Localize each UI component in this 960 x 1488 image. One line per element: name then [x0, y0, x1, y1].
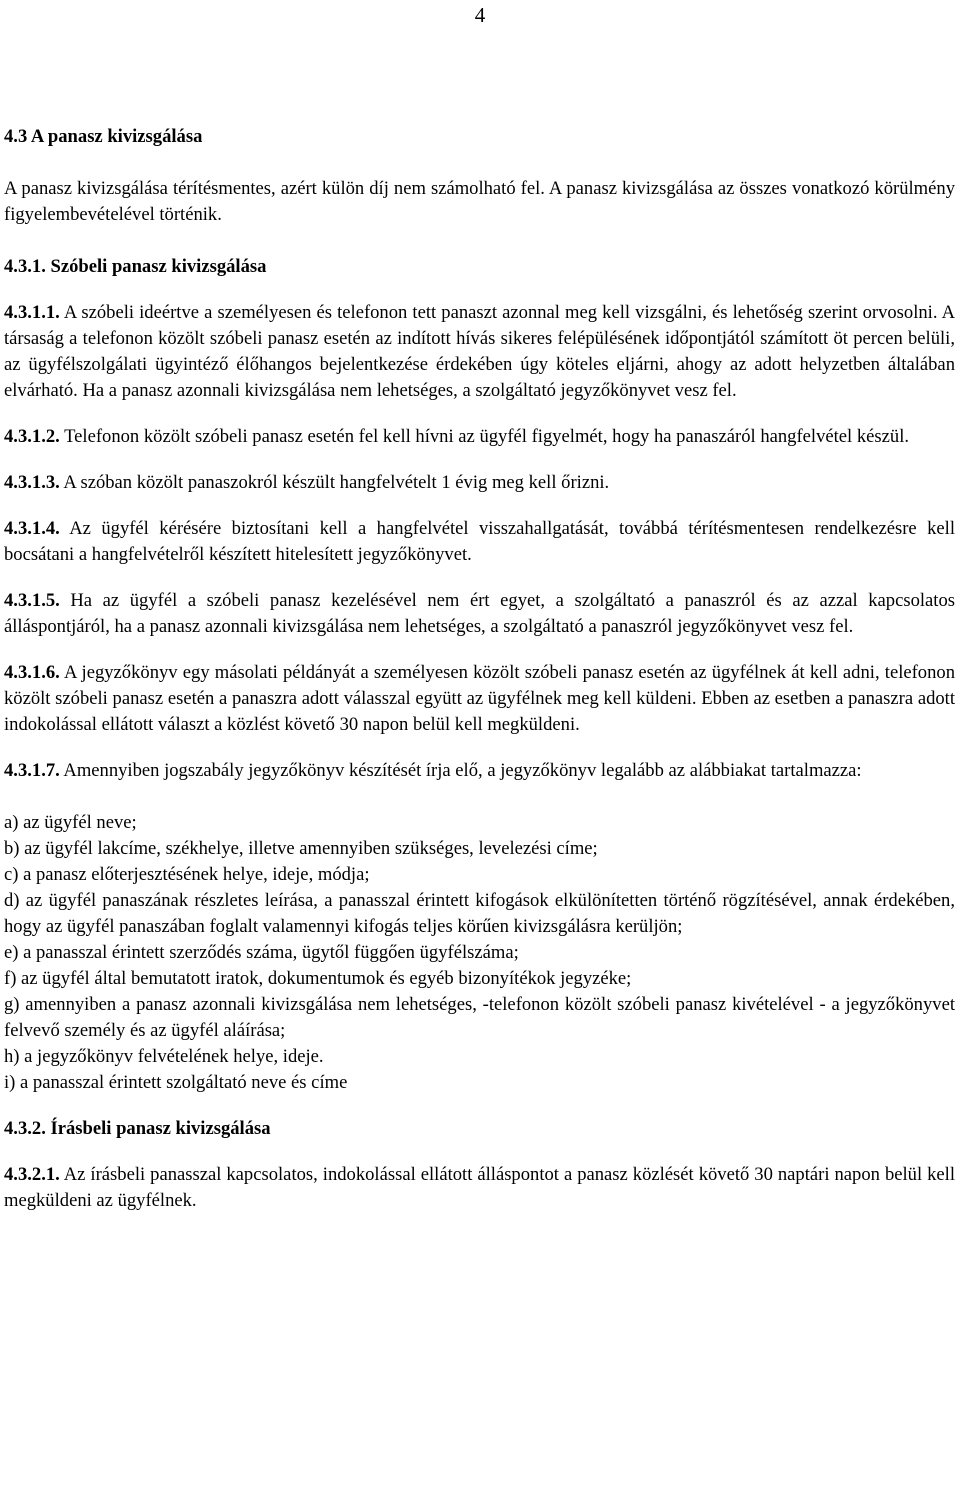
paragraph-4-3-1-1 — [4, 300, 955, 404]
paragraph-4-3-1-3 — [4, 470, 955, 496]
paragraph-4-3-1-4 — [4, 516, 955, 568]
paragraph-number: 4.3.1.3. — [4, 472, 60, 493]
paragraph-number: 4.3.1.7. — [4, 760, 60, 781]
paragraph-4-3-1-2 — [4, 424, 955, 450]
paragraph-number: 4.3.1.2. — [4, 426, 60, 447]
list-item: c) a panasz előterjesztésének helye, ideje, módja; — [4, 864, 370, 885]
list-item: h) a jegyzőkönyv felvételének helye, ideje. — [4, 1046, 324, 1067]
intro-paragraph: A panasz kivizsgálása térítésmentes, azért külön díj nem számolható fel. A panasz kivizsgálása az összes vonatkozó körülmény figyelembevételével történik. — [4, 178, 955, 225]
paragraph-text: A szóbeli ideértve a személyesen és telefonon tett panaszt azonnal meg kell vizsgálni, és lehetőség szerint orvosolni. A társaság a telefonon közölt szóbeli panasz esetén az indított hívás sikeres felépülésének időpontjától számított öt percen belüli, az ügyfélszolgálati ügyintéző élőhangos bejelentkezése érdekében úgy köteles eljárni, ahogy az adott helyzetben általában elvárható. Ha a panasz azonnali kivizsgálása nem lehetséges, a szolgáltató jegyzőkönyvet vesz fel. — [4, 302, 955, 401]
paragraph-number: 4.3.1.5. — [4, 590, 60, 611]
subsection-written-title: 4.3.2. Írásbeli panasz kivizsgálása — [4, 1118, 271, 1139]
paragraph-4-3-1-5 — [4, 588, 955, 640]
list-item: b) az ügyfél lakcíme, székhelye, illetve amennyiben szükséges, levelezési címe; — [4, 838, 598, 859]
page-number: 4 — [474, 3, 486, 27]
list-item: e) a panasszal érintett szerződés száma, ügytől függően ügyfélszáma; — [4, 942, 519, 963]
required-contents-list — [4, 810, 955, 1096]
paragraph-text: A jegyzőkönyv egy másolati példányát a személyesen közölt szóbeli panasz esetén az ügyfélnek át kell adni, telefonon közölt szóbeli panasz esetén a panaszra adott válasszal együtt az ügyfélnek meg kell küldeni. Ebben az esetben a panaszra adott indokolással ellátott választ a közlést követő 30 napon belül kell megküldeni. — [4, 662, 955, 735]
list-item: a) az ügyfél neve; — [4, 812, 137, 833]
subsection-oral-title: 4.3.1. Szóbeli panasz kivizsgálása — [4, 256, 267, 277]
document-body — [4, 124, 955, 1214]
list-item: d) az ügyfél panaszának részletes leírása, a panasszal érintett kifogások elkülönítetten történő rögzítésével, annak érdekében, hogy az ügyfél panaszában foglalt valamennyi kifogás teljes körűen kivizsgálásra kerüljön; — [4, 890, 955, 937]
paragraph-text: Az írásbeli panasszal kapcsolatos, indokolással ellátott álláspontot a panasz közlését követő 30 naptári napon belül kell megküldeni az ügyfélnek. — [4, 1164, 955, 1211]
section-title: 4.3 A panasz kivizsgálása — [4, 126, 203, 147]
paragraph-text: Telefonon közölt szóbeli panasz esetén fel kell hívni az ügyfél figyelmét, hogy ha panaszáról hangfelvétel készül. — [59, 426, 910, 447]
list-item: f) az ügyfél által bemutatott iratok, dokumentumok és egyéb bizonyítékok jegyzéke; — [4, 968, 632, 989]
paragraph-number: 4.3.2.1. — [4, 1164, 60, 1185]
paragraph-4-3-2-1 — [4, 1162, 955, 1214]
list-item: g) amennyiben a panasz azonnali kivizsgálása nem lehetséges, -telefonon közölt szóbeli panasz kivételével - a jegyzőkönyvet felvevő személy és az ügyfél aláírása; — [4, 994, 955, 1041]
paragraph-4-3-1-7 — [4, 758, 955, 784]
paragraph-number: 4.3.1.1. — [4, 302, 60, 323]
paragraph-number: 4.3.1.6. — [4, 662, 60, 683]
paragraph-4-3-1-6 — [4, 660, 955, 738]
paragraph-text: Amennyiben jogszabály jegyzőkönyv készítését írja elő, a jegyzőkönyv legalább az alábbiakat tartalmazza: — [59, 760, 862, 781]
paragraph-text: A szóban közölt panaszokról készült hangfelvételt 1 évig meg kell őrizni. — [59, 472, 610, 493]
paragraph-number: 4.3.1.4. — [4, 518, 60, 539]
list-item: i) a panasszal érintett szolgáltató neve és címe — [4, 1072, 348, 1093]
paragraph-text: Az ügyfél kérésére biztosítani kell a hangfelvétel visszahallgatását, továbbá térítésmentesen rendelkezésre kell bocsátani a hangfelvételről készített hitelesített jegyzőkönyvet. — [4, 518, 955, 565]
paragraph-text: Ha az ügyfél a szóbeli panasz kezelésével nem ért egyet, a szolgáltató a panaszról és az azzal kapcsolatos álláspontjáról, ha a panasz azonnali kivizsgálása nem lehetséges, a szolgáltató a panaszról jegyzőkönyvet vesz fel. — [4, 590, 955, 637]
